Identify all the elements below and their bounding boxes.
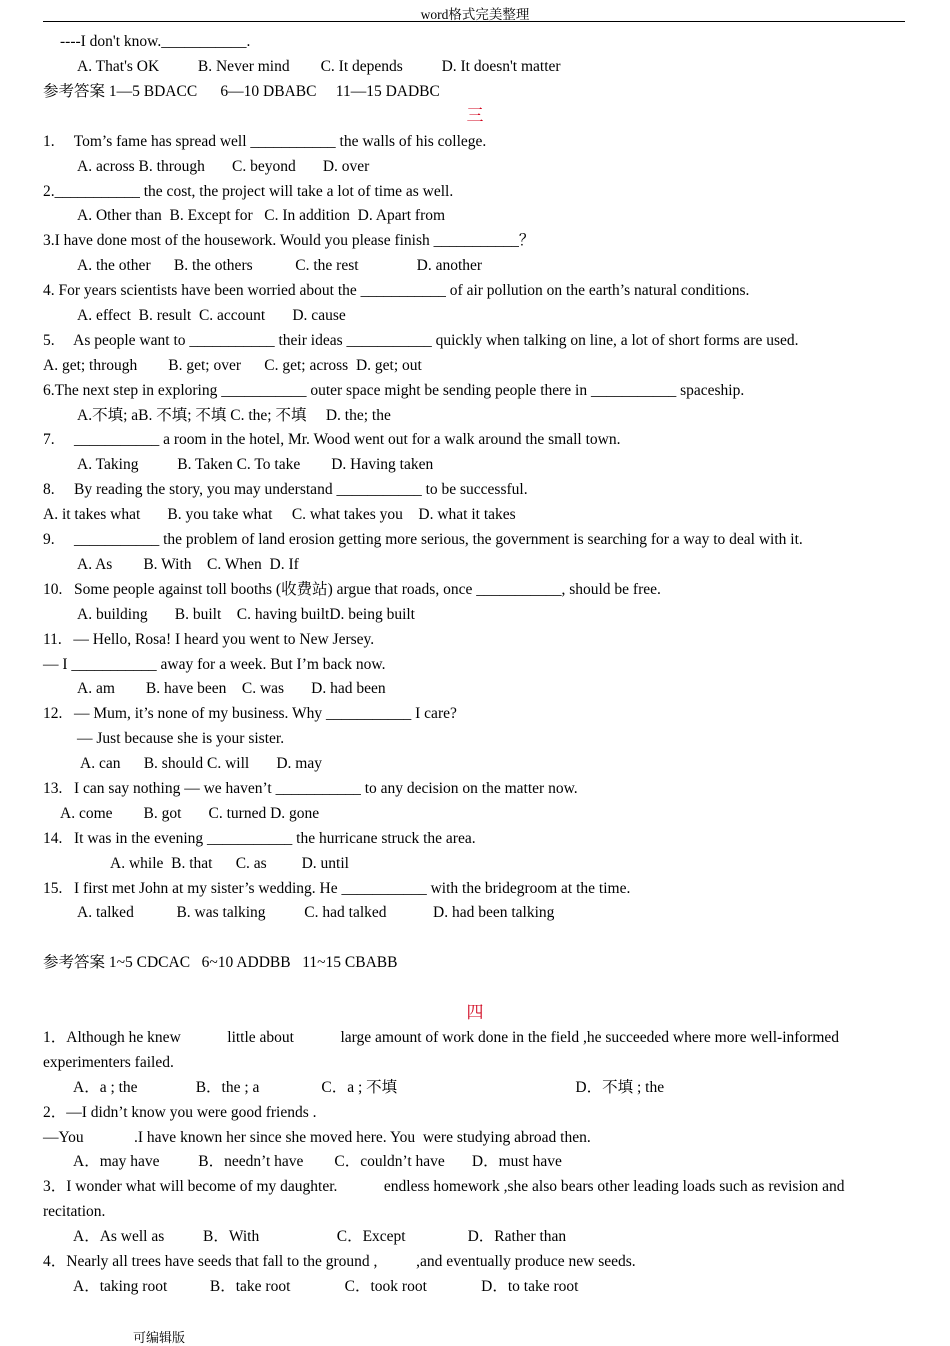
- text-line: 2．—I didn’t know you were good friends .: [43, 1104, 317, 1121]
- text-line: 3．I wonder what will become of my daughter. endless homework ,she also bears other leading loads such as revision and: [43, 1178, 845, 1195]
- text-line: 参考答案 1~5 CDCAC 6~10 ADDBB 11~15 CBABB: [43, 954, 398, 971]
- text-line: A. across B. through C. beyond D. over: [77, 158, 370, 175]
- text-line: 1. Tom’s fame has spread well ___________ the walls of his college.: [43, 133, 487, 150]
- text-line: 4. For years scientists have been worried about the ___________ of air pollution on the earth’s natural conditions.: [43, 282, 750, 299]
- section-heading: 三: [466, 106, 484, 125]
- header-rule: [43, 21, 905, 22]
- text-line: — I ___________ away for a week. But I’m back now.: [43, 656, 386, 673]
- text-line: A. As B. With C. When D. If: [77, 556, 299, 573]
- text-line: A. while B. that C. as D. until: [110, 855, 349, 872]
- text-line: A. get; through B. get; over C. get; across D. get; out: [43, 357, 422, 374]
- text-line: A. talked B. was talking C. had talked D. had been talking: [77, 904, 555, 921]
- text-line: 1．Although he knew little about large amount of work done in the field ,he succeeded where more well-informed: [43, 1029, 840, 1046]
- text-line: 参考答案 1—5 BDACC 6—10 DBABC 11—15 DADBC: [43, 83, 440, 100]
- text-line: 7. ___________ a room in the hotel, Mr. Wood went out for a walk around the small town.: [43, 431, 621, 448]
- text-line: — Just because she is your sister.: [77, 730, 285, 747]
- page-header: word格式完美整理: [420, 7, 530, 22]
- text-line: 8. By reading the story, you may understand ___________ to be successful.: [43, 481, 528, 498]
- text-line: 9. ___________ the problem of land erosion getting more serious, the government is searching for a way to deal with it.: [43, 531, 803, 548]
- text-line: A. Other than B. Except for C. In addition D. Apart from: [77, 207, 446, 224]
- text-line: A. Taking B. Taken C. To take D. Having taken: [77, 456, 434, 473]
- text-line: 6.The next step in exploring ___________ outer space might be sending people there in ___________ spaceship.: [43, 382, 745, 399]
- text-line: A. That's OK B. Never mind C. It depends D. It doesn't matter: [77, 58, 561, 75]
- text-line: A. effect B. result C. account D. cause: [77, 307, 346, 324]
- text-line: 15. I first met John at my sister’s wedding. He ___________ with the bridegroom at the time.: [43, 880, 631, 897]
- text-line: 13. I can say nothing — we haven’t ___________ to any decision on the matter now.: [43, 780, 578, 797]
- text-line: —You .I have known her since she moved here. You were studying abroad then.: [43, 1129, 591, 1146]
- section-heading: 四: [466, 1003, 484, 1022]
- page-footer: 可编辑版: [133, 1330, 186, 1345]
- text-line: experimenters failed.: [43, 1054, 174, 1071]
- text-line: 11. — Hello, Rosa! I heard you went to New Jersey.: [43, 631, 375, 648]
- text-line: ----I don't know.___________.: [60, 33, 251, 50]
- text-line: A．may have B．needn’t have C．couldn’t have D．must have: [73, 1153, 562, 1170]
- text-line: 3.I have done most of the housework. Would you please finish ___________？: [43, 232, 535, 249]
- text-line: A．taking root B．take root C．took root D．to take root: [73, 1278, 579, 1295]
- text-line: A．As well as B．With C．Except D．Rather than: [73, 1228, 567, 1245]
- text-line: A.不填; aB. 不填; 不填 C. the; 不填 D. the; the: [77, 407, 391, 424]
- text-line: 12. — Mum, it’s none of my business. Why ___________ I care?: [43, 705, 457, 722]
- text-line: A. the other B. the others C. the rest D. another: [77, 257, 483, 274]
- text-line: recitation.: [43, 1203, 106, 1220]
- text-line: 2.___________ the cost, the project will take a lot of time as well.: [43, 183, 454, 200]
- text-line: 14. It was in the evening ___________ the hurricane struck the area.: [43, 830, 476, 847]
- text-line: A. come B. got C. turned D. gone: [60, 805, 320, 822]
- text-line: A. it takes what B. you take what C. what takes you D. what it takes: [43, 506, 516, 523]
- text-line: 10. Some people against toll booths (收费站) argue that roads, once ___________, should be free.: [43, 581, 661, 598]
- text-line: A. am B. have been C. was D. had been: [77, 680, 386, 697]
- text-line: 4．Nearly all trees have seeds that fall to the ground , ,and eventually produce new seeds.: [43, 1253, 636, 1270]
- text-line: A. can B. should C. will D. may: [80, 755, 322, 772]
- text-line: A．a ; the B．the ; a C．a ; 不填 D．不填 ; the: [73, 1079, 665, 1096]
- text-line: A. building B. built C. having builtD. being built: [77, 606, 415, 623]
- text-line: 5. As people want to ___________ their ideas ___________ quickly when talking on line, a lot of short forms are used.: [43, 332, 799, 349]
